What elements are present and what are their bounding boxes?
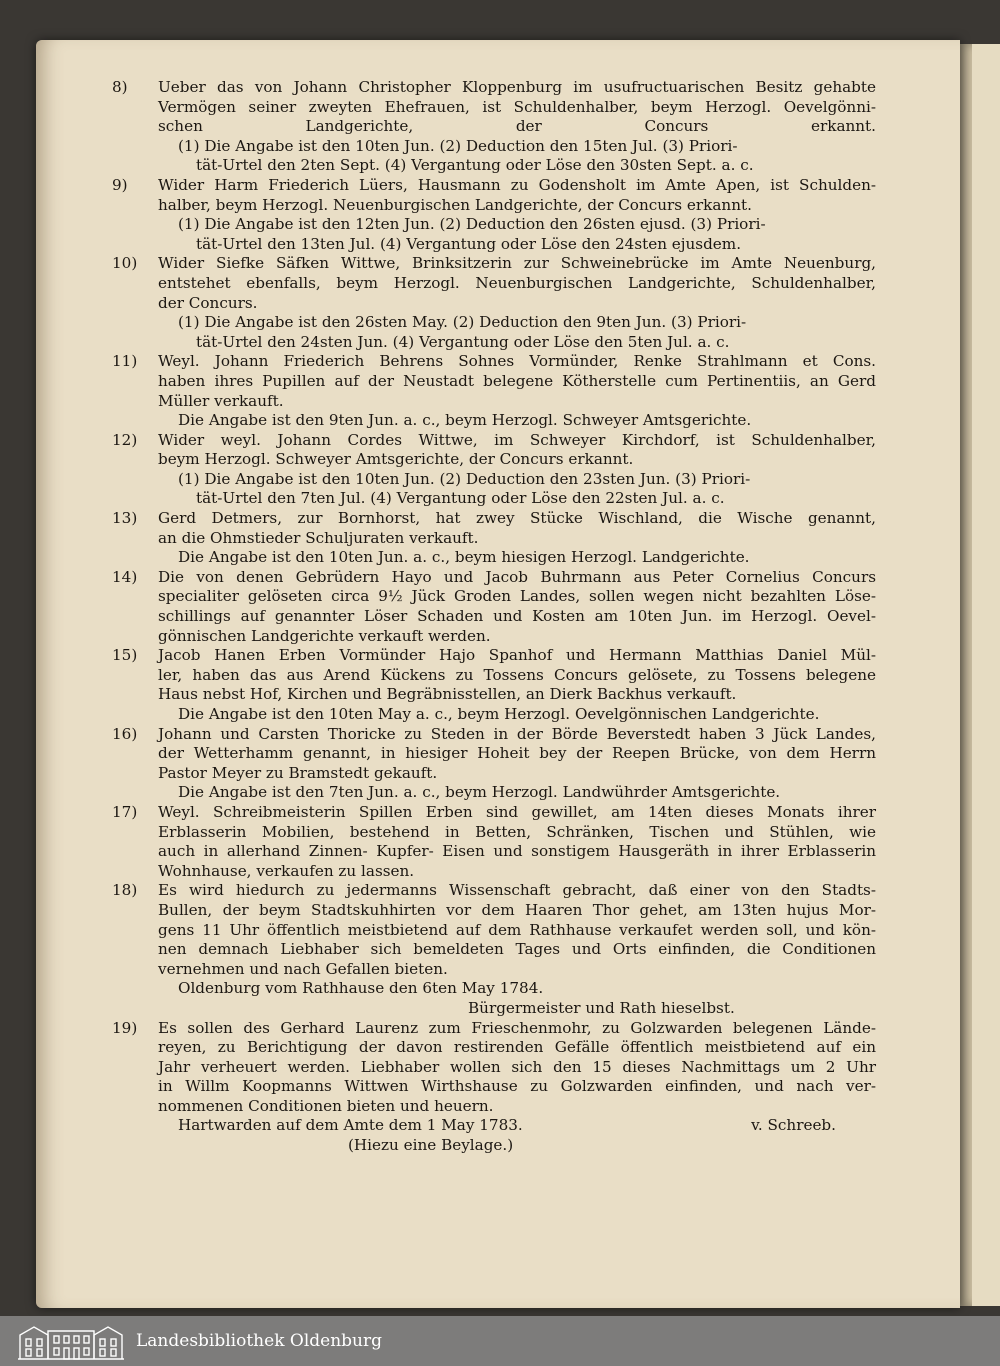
text-line: ler, haben das aus Arend Kückens zu Tossens Concurs gelösete, zu Tossens belegene xyxy=(158,665,876,684)
schedule-line: tät-Urtel den 7ten Jul. (4) Vergantung oder Löse den 22sten Jul. a. c. xyxy=(196,489,725,508)
text-line: halber, beym Herzogl. Neuenburgischen Landgerichte, der Concurs erkannt. xyxy=(158,195,752,214)
schedule-line: (1) Die Angabe ist den 10ten Jun. (2) Deduction den 23sten Jun. (3) Priori- xyxy=(178,469,751,488)
entry-text xyxy=(158,78,876,137)
text-line: Wohnhause, verkaufen zu lassen. xyxy=(158,861,415,880)
text-line: der Concurs. xyxy=(158,293,258,312)
text-line: nommenen Conditionen bieten und heuern. xyxy=(158,1096,494,1115)
entry-number: 14) xyxy=(112,567,138,586)
text-line: Pastor Meyer zu Bramstedt gekauft. xyxy=(158,763,438,782)
text-line: Müller verkauft. xyxy=(158,391,284,410)
notice-line: Die Angabe ist den 7ten Jun. a. c., beym Herzogl. Landwührder Amtsgerichte. xyxy=(178,783,781,802)
entry-number: 11) xyxy=(112,352,138,371)
entry-number: 10) xyxy=(112,254,138,273)
entry-10 xyxy=(112,254,876,352)
text-line: schen Landgerichte, der Concurs erkannt. xyxy=(158,117,876,136)
schedule-line: (1) Die Angabe ist den 26sten May. (2) Deduction den 9ten Jun. (3) Priori- xyxy=(178,313,747,332)
text-line: auch in allerhand Zinnen- Kupfer- Eisen und sonstigem Hausgeräth in ihrer Erblasserin xyxy=(158,842,876,861)
text-line: gens 11 Uhr öffentlich meistbietend auf dem Rathhause verkaufet werden soll, und kön- xyxy=(158,920,876,939)
text-line: gönnischen Landgerichte verkauft werden. xyxy=(158,626,491,645)
text-line: Erblasserin Mobilien, bestehend in Betten, Schränken, Tischen und Stühlen, wie xyxy=(158,822,876,841)
text-line: Die von denen Gebrüdern Hayo und Jacob Buhrmann aus Peter Cornelius Concurs xyxy=(158,567,876,586)
entry-number: 17) xyxy=(112,802,138,821)
text-line: Wider weyl. Johann Cordes Wittwe, im Schweyer Kirchdorf, ist Schuldenhalber, xyxy=(158,430,876,449)
text-line: in Willm Koopmanns Wittwen Wirthshause zu Golzwarden einfinden, und nach ver- xyxy=(158,1077,876,1096)
text-line: der Wetterhamm genannt, in hiesiger Hoheit bey der Reepen Brücke, von dem Herrn xyxy=(158,744,876,763)
text-line: Johann und Carsten Thoricke zu Steden in der Börde Beverstedt haben 3 Jück Landes, xyxy=(158,724,876,743)
page-text xyxy=(112,78,876,1156)
entry-number: 16) xyxy=(112,724,138,743)
text-line: an die Ohmstieder Schuljuraten verkauft. xyxy=(158,528,479,547)
next-page-edge xyxy=(972,44,1000,1306)
text-line: Bullen, der beym Stadtskuhhirten vor dem Haaren Thor gehet, am 13ten hujus Mor- xyxy=(158,900,876,919)
entry-18 xyxy=(112,881,876,1018)
text-line: Ueber das von Johann Christopher Kloppenburg im usufructuarischen Besitz gehabte xyxy=(158,78,876,96)
entry-number: 9) xyxy=(112,175,128,194)
footer-bar xyxy=(0,1316,1000,1366)
entry-number: 18) xyxy=(112,881,138,900)
library-name: Landesbibliothek Oldenburg xyxy=(136,1331,383,1351)
entry-number: 15) xyxy=(112,646,138,665)
entry-13 xyxy=(112,509,876,568)
text-line: Gerd Detmers, zur Bornhorst, hat zwey Stücke Wischland, die Wische genannt, xyxy=(158,509,876,528)
entry-19 xyxy=(112,1018,876,1137)
entry-17 xyxy=(112,802,876,881)
schedule-line: tät-Urtel den 2ten Sept. (4) Vergantung oder Löse den 30sten Sept. a. c. xyxy=(196,156,754,175)
schedule-line: tät-Urtel den 24sten Jun. (4) Vergantung oder Löse den 5ten Jul. a. c. xyxy=(196,332,730,351)
signature-line: Bürgermeister und Rath hieselbst. xyxy=(468,998,735,1017)
entry-11 xyxy=(112,352,876,430)
text-line: Weyl. Schreibmeisterin Spillen Erben sind gewillet, am 14ten dieses Monats ihrer xyxy=(158,802,876,821)
schedule-line: tät-Urtel den 13ten Jul. (4) Vergantung oder Löse den 24sten ejusdem. xyxy=(196,234,742,253)
text-line: Jahr verheuert werden. Liebhaber wollen sich den 15 dieses Nachmittags um 2 Uhr xyxy=(158,1057,876,1076)
schedule-line: (1) Die Angabe ist den 12ten Jun. (2) Deduction den 26sten ejusd. (3) Priori- xyxy=(178,215,766,234)
text-line: vernehmen und nach Gefallen bieten. xyxy=(158,959,448,978)
library-building-logo-icon xyxy=(16,1321,126,1361)
text-line: specialiter gelöseten circa 9½ Jück Groden Landes, sollen wegen nicht bezahlten Löse- xyxy=(158,587,876,606)
entry-9 xyxy=(112,175,876,254)
text-line: beym Herzogl. Schweyer Amtsgerichte, der Concurs erkannt. xyxy=(158,450,634,469)
notice-line: Die Angabe ist den 9ten Jun. a. c., beym Herzogl. Schweyer Amtsgerichte. xyxy=(178,411,752,430)
entry-number: 8) xyxy=(112,78,128,96)
entry-14 xyxy=(112,567,876,646)
notice-line: Die Angabe ist den 10ten May a. c., beym Herzogl. Oevelgönnischen Landgerichte. xyxy=(178,705,820,723)
text-line: entstehet ebenfalls, beym Herzogl. Neuenburgischen Landgerichte, Schuldenhalber, xyxy=(158,273,876,292)
text-line: Jacob Hanen Erben Vormünder Hajo Spanhof und Hermann Matthias Daniel Mül- xyxy=(158,646,876,665)
entry-15 xyxy=(112,646,876,724)
signature-line: v. Schreeb. xyxy=(751,1116,836,1135)
entry-12 xyxy=(112,430,876,509)
notice-line: Die Angabe ist den 10ten Jun. a. c., beym hiesigen Herzogl. Landgerichte. xyxy=(178,548,750,567)
text-line: Wider Harm Friederich Lüers, Hausmann zu Godensholt im Amte Apen, ist Schulden- xyxy=(158,175,876,194)
place-date-line: Oldenburg vom Rathhause den 6ten May 1784. xyxy=(178,979,544,998)
entry-number: 13) xyxy=(112,509,138,528)
text-line: haben ihres Pupillen auf der Neustadt belegene Kötherstelle cum Pertinentiis, an Gerd xyxy=(158,371,876,390)
text-line: nen demnach Liebhaber sich bemeldeten Tages und Orts einfinden, die Conditionen xyxy=(158,940,876,959)
text-line: Haus nebst Hof, Kirchen und Begräbnisstellen, an Dierk Backhus verkauft. xyxy=(158,685,737,704)
entry-number: 19) xyxy=(112,1018,138,1037)
entry-number: 12) xyxy=(112,430,138,449)
text-line: Es wird hiedurch zu jedermanns Wissenschaft gebracht, daß einer von den Stadts- xyxy=(158,881,876,900)
place-date-line: Hartwarden auf dem Amte dem 1 May 1783. xyxy=(178,1116,523,1135)
text-line: reyen, zu Berichtigung der davon restirenden Gefälle öffentlich meistbietend auf ein xyxy=(158,1038,876,1057)
text-line: Weyl. Johann Friederich Behrens Sohnes Vormünder, Renke Strahlmann et Cons. xyxy=(158,352,876,371)
text-line: Vermögen seiner zweyten Ehefrauen, ist Schuldenhalber, beym Herzogl. Oevelgönni- xyxy=(158,97,876,116)
text-line: Es sollen des Gerhard Laurenz zum Frieschenmohr, zu Golzwarden belegenen Lände- xyxy=(158,1018,876,1037)
place-signature-row xyxy=(158,1116,876,1136)
entry-16 xyxy=(112,724,876,803)
entry-8 xyxy=(112,78,876,176)
supplement-note: (Hiezu eine Beylage.) xyxy=(348,1136,514,1155)
text-line: schillings auf genannter Löser Schaden und Kosten am 10ten Jun. im Herzogl. Oevel- xyxy=(158,607,876,626)
schedule-line: (1) Die Angabe ist den 10ten Jun. (2) Deduction den 15ten Jul. (3) Priori- xyxy=(178,136,738,155)
text-line: Wider Siefke Säfken Wittwe, Brinksitzerin zur Schweinebrücke im Amte Neuenburg, xyxy=(158,254,876,273)
